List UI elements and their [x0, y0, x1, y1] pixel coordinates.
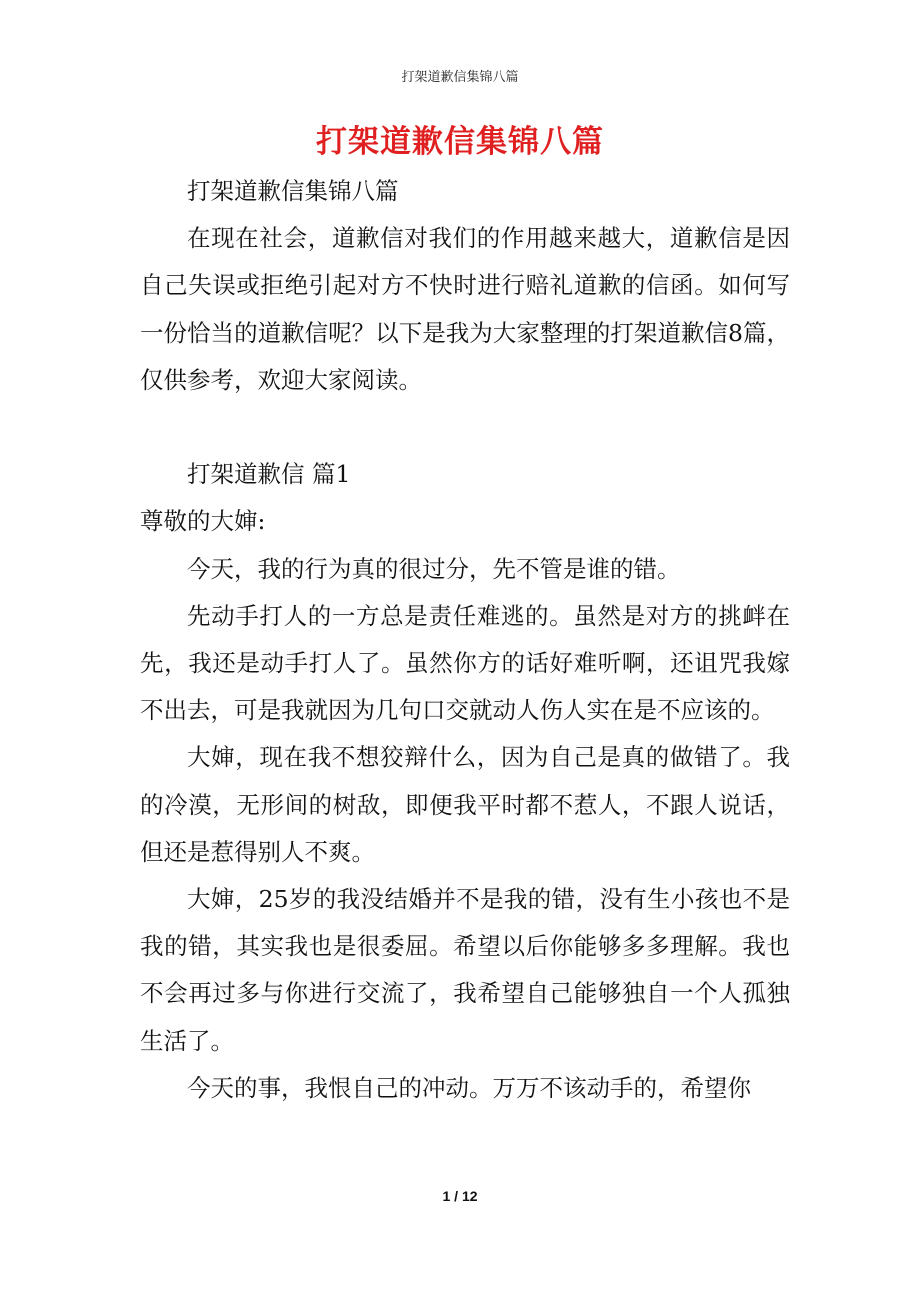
blank-line: [140, 404, 790, 451]
page-number: 1 / 12: [442, 1188, 478, 1204]
subtitle-paragraph: 打架道歉信集锦八篇: [187, 177, 399, 205]
intro-paragraph: 在现在社会，道歉信对我们的作用越来越大，道歉信是因自己失误或拒绝引起对方不快时进行赔礼道歉的信函。如何写一份恰当的道歉信呢？以下是我为大家整理的打架道歉信8篇，仅供参考，欢迎大家阅读。: [140, 224, 790, 394]
salutation: 尊敬的大婶:: [140, 507, 266, 536]
body-paragraph: 今天的事，我恨自己的冲动。万万不该动手的，希望你: [187, 1073, 751, 1102]
body-paragraph: 大婶，25岁的我没结婚并不是我的错，没有生小孩也不是我的错，其实我也是很委屈。希望以后你能够多多理解。我也不会再过多与你进行交流了，我希望自己能够独自一个人孤独生活了。: [140, 885, 790, 1055]
body-paragraph: 今天，我的行为真的很过分，先不管是谁的错。: [187, 554, 681, 583]
section-heading: 打架道歉信 篇1: [187, 460, 351, 489]
body-paragraph: 先动手打人的一方总是责任难逃的。虽然是对方的挑衅在先，我还是动手打人了。虽然你方的话好难听啊，还诅咒我嫁不出去，可是我就因为几句口交就动人伤人实在是不应该的。: [140, 601, 790, 725]
document-body: [140, 168, 790, 1112]
document-title: 打架道歉信集锦八篇: [316, 124, 604, 160]
running-header: 打架道歉信集锦八篇: [401, 70, 519, 85]
body-paragraph: 大婶，现在我不想狡辩什么，因为自己是真的做错了。我的冷漠，无形间的树敌，即便我平时都不惹人，不跟人说话，但还是惹得别人不爽。: [140, 743, 790, 866]
